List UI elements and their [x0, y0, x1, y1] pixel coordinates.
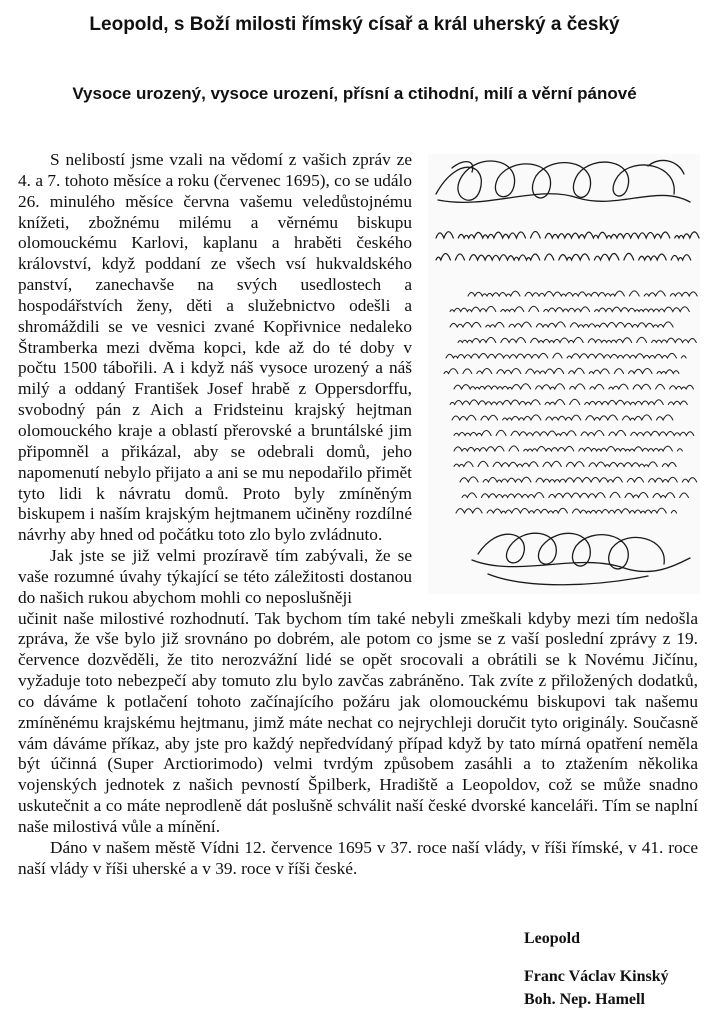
manuscript-script-line [444, 368, 679, 373]
manuscript-script-line [450, 306, 694, 311]
paragraph-2-narrow: Jak jste se již velmi prozíravě tím zabývali, že se vaše rozumné úvahy týkající se této záležitosti dostanou do našich rukou abychom mohli co neposlušněji [18, 546, 412, 607]
manuscript-script-line [450, 322, 678, 327]
manuscript-script-line [454, 430, 694, 435]
paragraph-3: Dáno v našem městě Vídni 12. července 1695 v 37. roce naší vlády, v říši římské, v 41. roce naší vlády v říši uherské a v 39. roce v říši české. [18, 837, 698, 878]
document-title: Leopold, s Boží milosti římský císař a král uherský a český [89, 14, 620, 35]
manuscript-script-line [462, 492, 688, 497]
signature-kinsky: Franc Václav Kinský [524, 968, 669, 985]
manuscript-image [428, 154, 700, 594]
paragraph-2-wide: učinit naše milostivé rozhodnutí. Tak bychom tím také nebyli zmeškali kdyby mezi tím nedošla zpráva, že vše bylo již srovnáno po dobrém, ale potom co jsme se z vaší poslední zprávy z 19. července dozvěděli, že tito nerozvážní lidé se opět srocovali a obrátili se k Novému Jičínu, vyžaduje toto nebezpečí aby tomuto zlu bylo zavčas zabráněno. Tak zvíte z přiložených dodatků, co dáváme k potlačení tohoto začínajícího požáru jak olomouckému biskupovi tak našemu zmíněnému krajskému hejtmanu, jimž máte nechat co nejrychleji doručit tyto originály. Současně vám dáváme příkaz, aby jste pro každý nepředvídaný případ když by tato mírná opatření neměla být účinná (Super Arctiorimodo) velmi tvrdým způsobem zasáhli a to ztažením několika vojenských jednotek z našich pevností Špilberk, Hradiště a Leopoldov, což se může snadno uskutečnit a co máte neprodleně dát poslušně schválit naší české dvorské kanceláři. Tím se naplní naše milostivá vůle a mínění. [18, 608, 698, 836]
manuscript-script-line [452, 415, 678, 420]
manuscript-script-line [454, 384, 694, 389]
manuscript-script-line [454, 461, 676, 466]
salutation: Vysoce urozený, vysoce urození, přísní a ctihodní, milí a věrní pánové [72, 84, 637, 103]
manuscript-script-line [456, 508, 677, 513]
manuscript-script-line [468, 291, 697, 296]
manuscript-script-line [436, 231, 700, 238]
manuscript-script-line [436, 253, 691, 260]
manuscript-script-line [450, 399, 687, 404]
signature-hamell: Boh. Nep. Hamell [524, 991, 645, 1008]
signature-leopold: Leopold [524, 930, 581, 947]
paragraph-1: S nelibostí jsme vzali na vědomí z vašich zpráv ze 4. a 7. tohoto měsíce a roku (červenec 1695), co se událo 26. minulého měsíce června vašemu veledůstojnému knížeti, zbožnému milému a věrnému biskupu olomouckému Karlovi, kaplanu a hraběti českého království, když poddaní ze všech vsí hukvaldského panství, zanechavše na svých usedlostech a hospodářstvích ženy, děti a služebnictvo odešli a shromáždili se ve vesnici zvané Kopřivnice nedaleko Štramberka mezi dvěma kopci, kde až do té doby v počtu 1500 tábořili. A i když náš vysoce urozený a náš milý a oddaný František Josef hrabě z Oppersdorffu, svobodný pán z Aich a Fridsteinu krajský hejtman olomouckého kraje a oblastí přerovské a bruntálské jim připomněl a přikázal, aby se odebrali domů, jeho napomenutí nebylo přijato a ani se mu nepodařilo přimět tyto lidi k návratu domů. Proto byly zmíněným biskupem i naším krajským hejtmanem učiněny rozdílné návrhy aby hned od počátku toto zlo bylo zvládnuto. [18, 150, 412, 545]
manuscript-script-line [446, 353, 686, 358]
manuscript-script-line [458, 337, 696, 342]
manuscript-illustration [428, 154, 700, 594]
manuscript-script-line [460, 477, 697, 482]
manuscript-script-line [454, 446, 682, 451]
